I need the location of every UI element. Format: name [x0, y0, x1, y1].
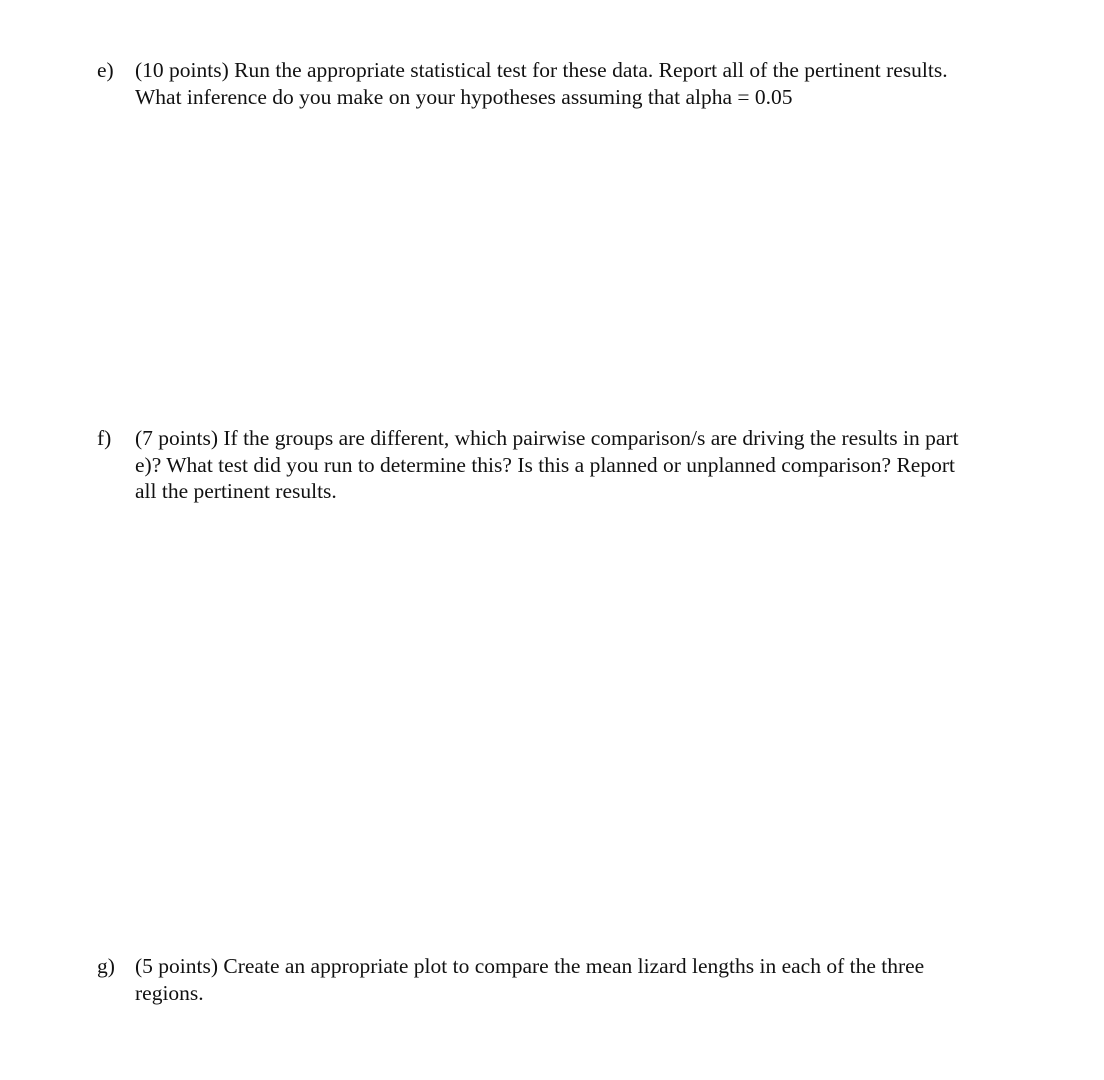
question-text: [135, 953, 1037, 1006]
question-line: (10 points) Run the appropriate statistical test for these data. Report all of the pertinent results.: [135, 58, 948, 82]
question-g: [97, 953, 1037, 1006]
question-line: regions.: [135, 980, 204, 1005]
question-letter: g): [97, 954, 115, 978]
question-letter: f): [97, 426, 112, 450]
question-letter: e): [97, 58, 114, 82]
question-text: [135, 425, 1037, 505]
question-f: [97, 425, 1037, 505]
question-line: e)? What test did you run to determine this? Is this a planned or unplanned comparison? Report: [135, 452, 955, 477]
question-line: (5 points) Create an appropriate plot to compare the mean lizard lengths in each of the three: [135, 954, 925, 978]
question-line: What inference do you make on your hypotheses assuming that alpha = 0.05: [135, 84, 793, 109]
question-e: [97, 57, 1037, 110]
question-line: (7 points) If the groups are different, which pairwise comparison/s are driving the results in part: [135, 426, 959, 450]
question-text: [135, 57, 1037, 110]
question-line: all the pertinent results.: [135, 479, 337, 503]
